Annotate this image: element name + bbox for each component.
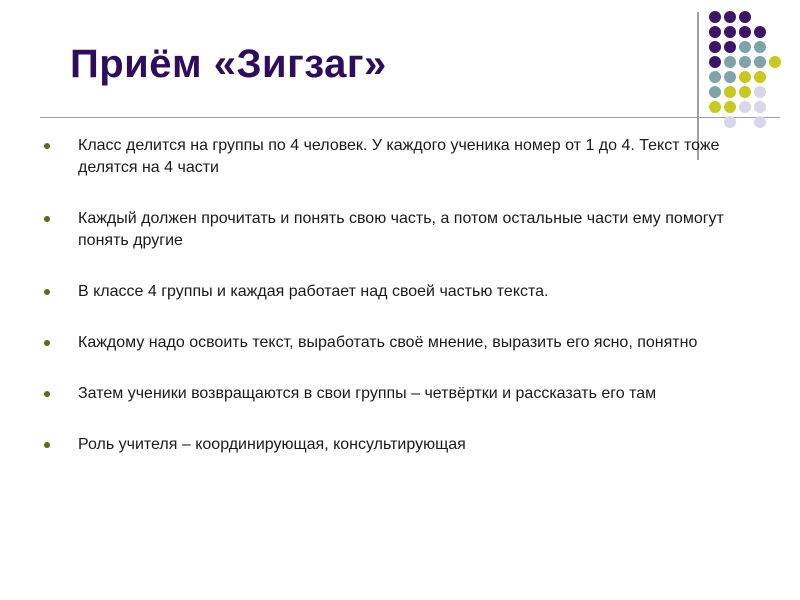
decorative-dot-purple (709, 11, 721, 23)
decorative-dot-teal (739, 41, 751, 53)
bullet-item (40, 332, 775, 354)
bullet-marker-icon (44, 289, 50, 295)
bullet-marker-icon (44, 216, 50, 222)
decorative-dot-yellow (724, 101, 736, 113)
horizontal-divider (40, 117, 780, 118)
slide-title: Приём «Зигзаг» (70, 42, 387, 86)
decorative-dot-teal (754, 41, 766, 53)
decorative-dot-purple (724, 41, 736, 53)
decorative-dot-teal (739, 56, 751, 68)
decorative-dot-lavender (754, 101, 766, 113)
decorative-dot-teal (724, 71, 736, 83)
decorative-dot-teal (754, 56, 766, 68)
bullet-item (40, 208, 775, 252)
decorative-dot-yellow (754, 71, 766, 83)
decorative-dot-teal (724, 56, 736, 68)
bullet-item (40, 434, 775, 456)
bullet-list (40, 135, 775, 485)
decorative-dot-purple (739, 26, 751, 38)
decorative-dot-lavender (754, 86, 766, 98)
bullet-marker-icon (44, 391, 50, 397)
bullet-text: В классе 4 группы и каждая работает над своей частью текста. (78, 283, 549, 300)
decorative-dot-purple (709, 56, 721, 68)
decorative-dot-purple (724, 26, 736, 38)
decorative-dot-purple (739, 11, 751, 23)
bullet-text: Каждому надо освоить текст, выработать своё мнение, выразить его ясно, понятно (78, 334, 698, 351)
bullet-item (40, 135, 775, 179)
bullet-marker-icon (44, 143, 50, 149)
decorative-dot-grid (709, 11, 775, 131)
decorative-dot-purple (724, 11, 736, 23)
decorative-dot-yellow (739, 71, 751, 83)
decorative-dot-yellow (769, 56, 781, 68)
decorative-dot-teal (709, 71, 721, 83)
decorative-dot-lavender (754, 116, 766, 128)
decorative-dot-yellow (709, 101, 721, 113)
decorative-dot-teal (709, 86, 721, 98)
decorative-dot-lavender (739, 101, 751, 113)
bullet-text: Класс делится на группы по 4 человек. У каждого ученика номер от 1 до 4. Текст тоже делятся на 4 части (78, 137, 720, 176)
bullet-text: Роль учителя – координирующая, консультирующая (78, 436, 466, 453)
decorative-dot-purple (754, 26, 766, 38)
decorative-dot-yellow (724, 86, 736, 98)
bullet-marker-icon (44, 442, 50, 448)
decorative-dot-purple (709, 26, 721, 38)
decorative-dot-lavender (724, 116, 736, 128)
bullet-item (40, 383, 775, 405)
bullet-text: Затем ученики возвращаются в свои группы – четвёртки и рассказать его там (78, 385, 657, 402)
decorative-dot-purple (709, 41, 721, 53)
decorative-dot-yellow (739, 86, 751, 98)
bullet-item (40, 281, 775, 303)
bullet-text: Каждый должен прочитать и понять свою часть, а потом остальные части ему помогут понять другие (78, 210, 724, 249)
bullet-marker-icon (44, 340, 50, 346)
